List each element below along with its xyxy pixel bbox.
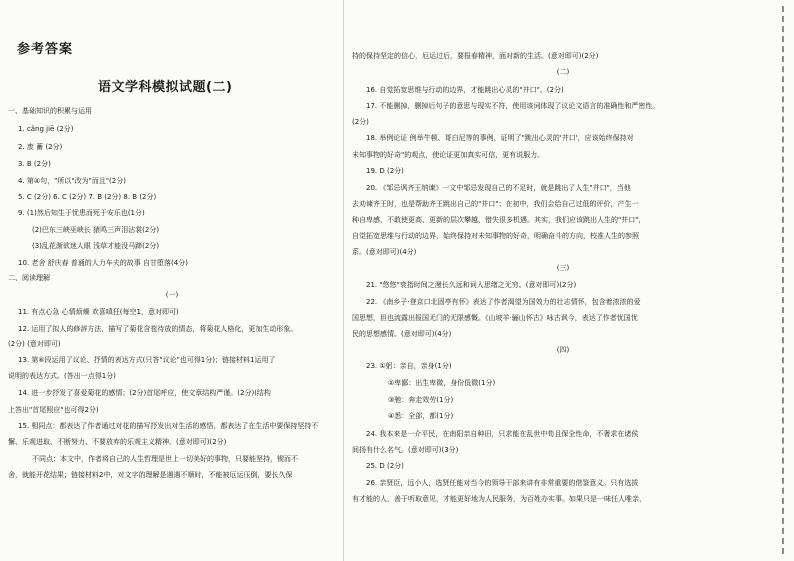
text-line: 二、阅读理解 xyxy=(8,274,50,282)
text-line: 2. 废 蓄 (2分) xyxy=(18,143,63,151)
exam-title: 语文学科模拟试题(二) xyxy=(98,80,233,95)
text-line: 9. (1)然后知生于忧患而死于安乐也(1分) xyxy=(18,209,145,217)
text-line: 有才能的人，善于听取意见，才能更好地为人民服务，为百姓办实事。如果只是一味任人唯亲， xyxy=(352,495,646,503)
text-line: 系。(意对即可)(4分) xyxy=(352,248,417,256)
text-line: ④悉：全部，都(1分) xyxy=(388,412,454,420)
text-line: 17. 不能删掉，删掉后句子的意思与现实不符，使用该词体现了议论文语言的准确性和严密性。 xyxy=(366,102,660,110)
text-line: 23. ①躬：亲自，亲身(1分) xyxy=(366,362,452,370)
text-line: 21. "悠悠"衰指时间之漫长久远和词人思绪之无穷。(意对即可)(2分) xyxy=(366,281,577,289)
text-line: 懈、乐观进取、不断努力、不要放弃的乐观主义精神。(意对即可)(2分) xyxy=(8,438,227,446)
section-number: (二) xyxy=(556,68,570,76)
perforated-edge xyxy=(782,6,788,554)
text-line: 24. 我本来是一介平民，在南阳亲自种田，只求能在乱世中苟且保全性命，不奢求在诸侯 xyxy=(366,430,639,438)
text-line: 间扬有什么名气。(意对即可)(3分) xyxy=(352,446,459,454)
text-line: ②卑鄙：出生卑微，身份低微(1分) xyxy=(388,379,496,387)
text-line: (2分) xyxy=(352,118,369,126)
text-line: 15. 相同点：都表达了作者通过对花的描写抒发出对生活的感悟，都表达了在生活中要保持坚持不 xyxy=(18,422,319,430)
text-line: 上答出"首尾照应"也可得2分) xyxy=(8,406,99,414)
text-line: ③驰：奔走效劳(1分) xyxy=(388,396,454,404)
text-line: 舍，就能开花结果；链接材料2中，对文字的理解是遇遇不顺时，不能被厄运压倒，要长久保 xyxy=(8,471,293,479)
text-line: 4. 第④句，"所以"改为"而且"(2分) xyxy=(18,177,126,185)
text-line: 16. 自觉拓宽思维与行动的边界，才能跳出心灵的"井口"。(2分) xyxy=(366,86,564,94)
text-line: 说明的表达方式。(答出一点得1分) xyxy=(8,372,116,380)
text-line: 10. 老舍 舒庆春 普通的人力车夫的故事 自甘堕落(4分) xyxy=(18,259,188,267)
text-line: 26. 亲贤臣，远小人，选贤任能对当今的领导干部来讲有非常重要的借鉴意义。只有选拔 xyxy=(366,479,639,487)
text-line: (3)乱花渐欲迷人眼 浅草才能没马蹄(2分) xyxy=(32,242,160,250)
text-line: 去劝谏齐王时，也是帮助齐王跳出自己的"井口"；在初中，我们会给自己过低的评价，产生一 xyxy=(352,200,639,208)
page-fold-divider xyxy=(343,0,344,561)
text-line: 种自卑感，不敢使更高、更新的层次攀越，错失很多机遇。其实，我们应该跳出人生的"井口"， xyxy=(352,216,646,224)
text-line: 14. 进一步抒发了喜爱菊花的感情；(2分)首尾呼应，使文章结构严谨。(2分)(结构 xyxy=(18,389,271,397)
text-line: 一、基础知识的积累与运用 xyxy=(8,107,92,115)
section-number: (四) xyxy=(556,346,570,354)
text-line: 19. D (2分) xyxy=(366,167,404,175)
text-line: 1. cǎng jiē (2分) xyxy=(18,125,74,133)
text-line: 13. 第⑥段运用了议论、抒情的表达方式(只答"议论"也可得1分)；链接材料1运用了 xyxy=(18,356,276,364)
text-line: 18. 举例论证 例举牛顿、哥白尼等的事例，证明了"跳出心灵的'井口'，应该始终保持对 xyxy=(366,134,634,142)
text-line: (2)巴东三峡巫峡长 猿鸣三声泪沾裳(2分) xyxy=(32,226,160,234)
text-line: 20. 《邹忌讽齐王纳谏》一文中邹忌发现自己的不足时，就是跳出了人生"井口"，当他 xyxy=(366,184,631,192)
text-line: 民的思想感情。(意对即可)(4分) xyxy=(352,330,452,338)
answer-key-header: 参考答案 xyxy=(17,42,74,57)
text-line: 22. 《南乡子·登京口北固亭有怀》表达了作者渴望为国效力的壮志情怀，包含着浓浓的爱 xyxy=(366,298,641,306)
text-line: 国思想，但也流露出报国无门的无限感慨。《山坡羊·骊山怀古》咏古讽今，表达了作者忧国忧 xyxy=(352,314,638,322)
text-line: 不同点：本文中，作者将自己的人生哲理是世上一切美好的事物，只要能坚持，锲而不 xyxy=(32,455,298,463)
text-line: 5. C (2分) 6. C (2分) 7. B (2分) 8. B (2分) xyxy=(18,193,157,201)
text-line: (2分) (意对即可) xyxy=(8,340,61,348)
text-line: 11. 有点心急 心情烦燥 欢喜嗔狂(每空1，意对即可) xyxy=(18,308,179,316)
text-line: 自觉拓宽思维与行动的边界，始终保持对未知事物的好奇，明确奋斗的方向，校准人生的参照 xyxy=(352,232,639,240)
section-number: (三) xyxy=(556,264,570,272)
text-line: 持的保持坚定的信心，厄运过后，要报春精神，面对新的生活。(意对即可)(2分) xyxy=(352,52,599,60)
text-line: 25. D (2分) xyxy=(366,462,404,470)
section-number: (一) xyxy=(165,291,179,299)
text-line: 3. B (2分) xyxy=(18,160,51,168)
text-line: 12. 运用了拟人的修辞方法，描写了菊花含苞待放的情态，将菊花人格化，更加生动形象。 xyxy=(18,325,298,333)
text-line: 未知事物的好奇"的观点，使论证更加真实可信，更有说服力。 xyxy=(352,151,545,159)
